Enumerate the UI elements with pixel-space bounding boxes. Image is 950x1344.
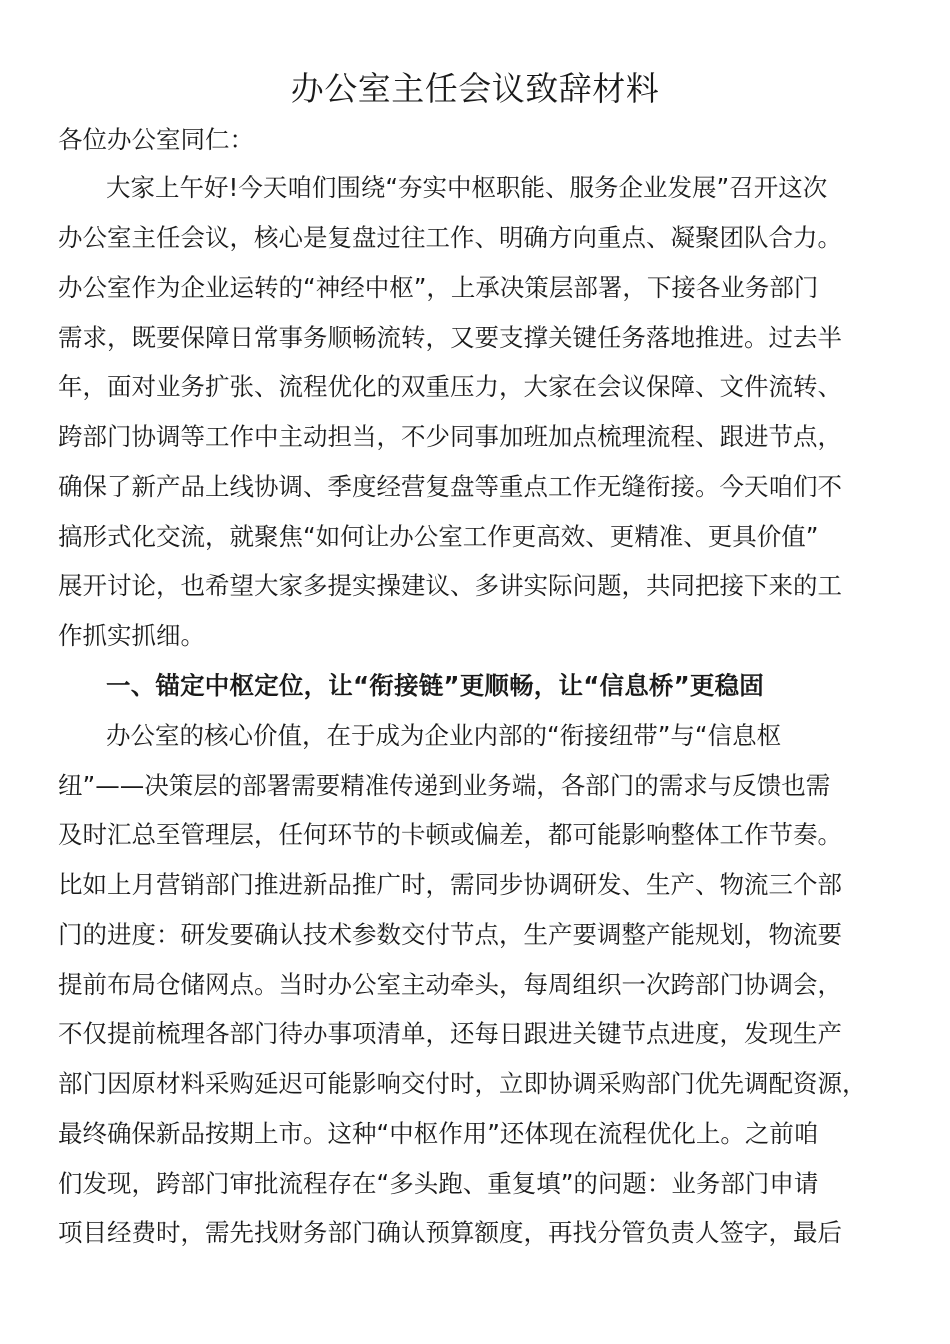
paragraph-line: 年，面对业务扩张、流程优化的双重压力，大家在会议保障、文件流转、 <box>58 372 842 401</box>
paragraph-line: 办公室的核心价值，在于成为企业内部的“衔接纽带”与“信息枢 <box>106 721 782 750</box>
paragraph-line: 及时汇总至管理层，任何环节的卡顿或偏差，都可能影响整体工作节奏。 <box>58 820 842 849</box>
paragraph-line: 纽”——决策层的部署需要精准传递到业务端，各部门的需求与反馈也需 <box>58 771 831 800</box>
paragraph-line: 比如上月营销部门推进新品推广时，需同步协调研发、生产、物流三个部 <box>58 870 842 899</box>
salutation: 各位办公室同仁： <box>58 125 254 154</box>
document-title: 办公室主任会议致辞材料 <box>290 69 660 108</box>
paragraph-line: 确保了新产品上线协调、季度经营复盘等重点工作无缝衔接。今天咱们不 <box>58 472 842 501</box>
paragraph-line: 需求，既要保障日常事务顺畅流转，又要支撑关键任务落地推进。过去半 <box>58 323 842 352</box>
paragraph-line: 搞形式化交流，就聚焦“如何让办公室工作更高效、更精准、更具价值” <box>58 522 819 551</box>
paragraph-line: 跨部门协调等工作中主动担当，不少同事加班加点梳理流程、跟进节点， <box>58 422 842 451</box>
paragraph-line: 作抓实抓细。 <box>58 621 205 650</box>
section-heading: 一、锚定中枢定位，让“衔接链”更顺畅，让“信息桥”更稳固 <box>106 671 765 700</box>
paragraph-line: 不仅提前梳理各部门待办事项清单，还每日跟进关键节点进度，发现生产 <box>58 1019 842 1048</box>
paragraph-line: 门的进度：研发要确认技术参数交付节点，生产要调整产能规划，物流要 <box>58 920 842 949</box>
paragraph-line: 提前布局仓储网点。当时办公室主动牵头，每周组织一次跨部门协调会， <box>58 970 842 999</box>
paragraph-line: 大家上午好!今天咱们围绕“夯实中枢职能、服务企业发展”召开这次 <box>106 173 828 202</box>
paragraph-line: 最终确保新品按期上市。这种“中枢作用”还体现在流程优化上。之前咱 <box>58 1119 819 1148</box>
paragraph-line: 项目经费时，需先找财务部门确认预算额度，再找分管负责人签字，最后 <box>58 1218 842 1247</box>
paragraph-line: 办公室主任会议，核心是复盘过往工作、明确方向重点、凝聚团队合力。 <box>58 223 842 252</box>
paragraph-line: 办公室作为企业运转的“神经中枢”，上承决策层部署，下接各业务部门 <box>58 273 819 302</box>
paragraph-line: 展开讨论，也希望大家多提实操建议、多讲实际问题，共同把接下来的工 <box>58 571 842 600</box>
paragraph-line: 部门因原材料采购延迟可能影响交付时，立即协调采购部门优先调配资源， <box>58 1069 867 1098</box>
paragraph-line: 们发现，跨部门审批流程存在“多头跑、重复填”的问题：业务部门申请 <box>58 1169 819 1198</box>
